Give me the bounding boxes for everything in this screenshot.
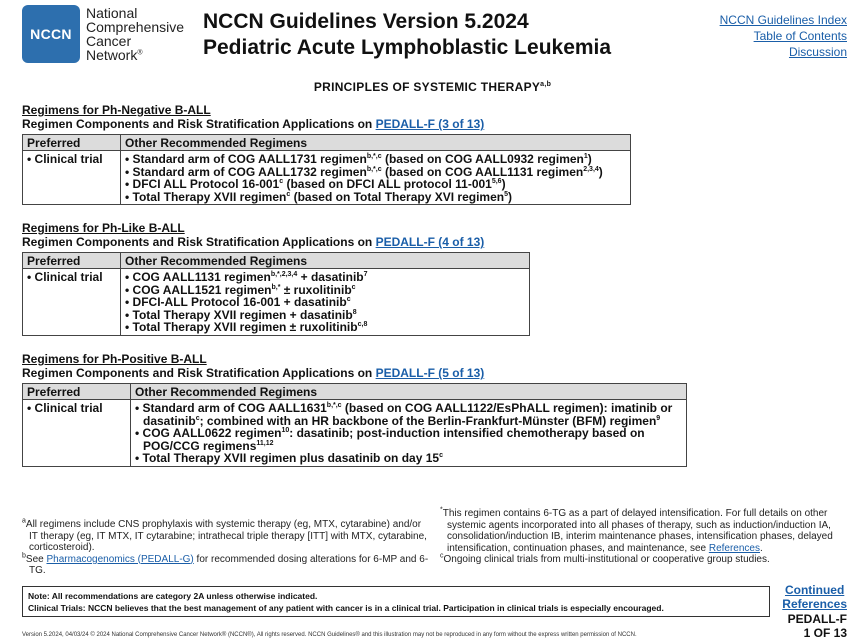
col-other-regimens: Other Recommended Regimens (121, 253, 530, 269)
pedall-f-3-link[interactable]: PEDALL-F (3 of 13) (375, 117, 485, 131)
footnotes-right (440, 508, 840, 566)
list-item: • COG AALL1131 regimen$^{b,*,2,3,4}$ + dasatinib$^7$ (125, 270, 368, 284)
preferred-cell: • Clinical trial (23, 151, 121, 205)
footnote-c: $^c$Ongoing clinical trials from multi-institutional or cooperative group studies. (440, 552, 770, 565)
subheading-text: Regimen Components and Risk Stratification Applications on (22, 235, 376, 249)
list-item: • COG AALL0622 regimen$^{10}$: dasatinib; post-induction intensified chemotherapy based on POG/CCG regimens$^{11,12}$ (135, 426, 645, 453)
copyright-footer: Version 5.2024, 04/03/24 © 2024 National Comprehensive Cancer Network® (NCCN®), All rights reserved. NCCN Guidelines® and this illustration may not be reproduced in any form without the express written permission of NCCN. (22, 632, 637, 638)
list-item: • COG AALL1521 regimen$^{b,*}$ ± ruxolitinib$^c$ (125, 282, 356, 297)
col-preferred: Preferred (23, 135, 121, 151)
note-clinical-trials: Clinical Trials: NCCN believes that the best management of any patient with cancer is in a clinical trial. Participation in clinical trials is especially encouraged. (28, 603, 664, 613)
col-preferred: Preferred (23, 253, 121, 269)
section-subheading (22, 235, 484, 250)
section-heading: Regimens for Ph-Negative B-ALL (22, 103, 211, 117)
col-preferred: Preferred (23, 384, 131, 400)
footnote-a: $^a$All regimens include CNS prophylaxis with systemic therapy (eg, MTX, cytarabine) and/or IT therapy (eg, IT MTX, IT cytarabine; intrathecal triple therapy [ITT] with MTX, cytarabine, corticosteroid). (22, 517, 427, 553)
ph-like-table (22, 252, 530, 336)
section-ph-positive (22, 352, 484, 381)
section-heading: Regimens for Ph-Like B-ALL (22, 221, 185, 235)
col-other-regimens: Other Recommended Regimens (121, 135, 631, 151)
discussion-link[interactable]: Discussion (788, 45, 847, 59)
pharmacogenomics-link[interactable]: Pharmacogenomics (PEDALL-G) (46, 553, 194, 565)
org-line (86, 48, 184, 62)
footnote-star: *This regimen contains 6-TG as a part of delayed intensification. For full details on other systemic agents incorporated into all phases of therapy, such as induction/induction IA, consolidation/induction IB, interim maintenance phases, intensification phases, delayed intensification, continuation phases, and maintenance, see References. (440, 506, 833, 554)
regimens-cell (121, 269, 530, 336)
org-line: National (86, 5, 138, 21)
guidelines-index-link[interactable]: NCCN Guidelines Index (719, 13, 847, 27)
page-code: PEDALL-F (787, 612, 847, 626)
col-other-regimens: Other Recommended Regimens (131, 384, 687, 400)
ph-positive-table (22, 383, 687, 467)
section-ph-like (22, 221, 484, 250)
page-title (0, 80, 865, 94)
section-subheading (22, 366, 484, 381)
list-item: • Total Therapy XVII regimen ± ruxolitinib$^{c,8}$ (125, 320, 368, 334)
note-category: Note: All recommendations are category 2A unless otherwise indicated. (28, 591, 318, 601)
section-heading: Regimens for Ph-Positive B-ALL (22, 352, 207, 366)
list-item: • Total Therapy XVII regimen + dasatinib$^8$ (125, 307, 357, 322)
section-subheading (22, 117, 484, 132)
guideline-version: NCCN Guidelines Version 5.2024 (203, 10, 529, 33)
list-item: • Total Therapy XVII regimen$^c$ (based on Total Therapy XVI regimen$^5$) (125, 189, 512, 204)
nccn-logo (22, 5, 80, 63)
page-title-footnote: a,b (540, 81, 552, 88)
guideline-name: Pediatric Acute Lymphoblastic Leukemia (203, 36, 612, 59)
regimens-cell (121, 151, 631, 205)
list-item: • DFCI ALL Protocol 16-001$^c$ (based on DFCI ALL protocol 11-001$^{5,6}$) (125, 177, 506, 191)
continued-links (782, 583, 847, 611)
list-item: • Total Therapy XVII regimen plus dasatinib on day 15$^c$ (135, 451, 443, 465)
table-of-contents-link[interactable]: Table of Contents (753, 29, 847, 43)
page-title-text: PRINCIPLES OF SYSTEMIC THERAPY (313, 80, 541, 94)
subheading-text: Regimen Components and Risk Stratification Applications on (22, 117, 376, 131)
regimens-cell (131, 400, 687, 467)
pedall-f-4-link[interactable]: PEDALL-F (4 of 13) (375, 235, 485, 249)
list-item: • Standard arm of COG $AALL1631^{b,*,c}$ (based on COG AALL1122/EsPhALL regimen): imatinib or dasatinib$^c$; combined with an HR backbone of the Berlin-Frankfurt-Münster (BFM) regimen$^9$ (135, 401, 673, 428)
org-line: Comprehensive (86, 19, 185, 35)
subheading-text: Regimen Components and Risk Stratification Applications on (22, 366, 376, 380)
note-box (22, 586, 770, 617)
footnote-b: $^b$See Pharmacogenomics (PEDALL-G) for recommended dosing alterations for 6-MP and 6-TG. (22, 552, 429, 576)
pedall-f-5-link[interactable]: PEDALL-F (5 of 13) (375, 366, 485, 380)
page-id (788, 612, 847, 640)
top-nav-links (720, 12, 847, 60)
references-link[interactable]: References (708, 542, 760, 554)
continued-link[interactable]: Continued (784, 583, 845, 597)
org-line-text: Network (86, 47, 138, 63)
section-ph-negative (22, 103, 484, 132)
preferred-cell: • Clinical trial (23, 400, 131, 467)
org-name (86, 6, 184, 62)
list-item: • DFCI-ALL Protocol 16-001 + dasatinib$^c$ (125, 295, 351, 309)
guideline-title (203, 9, 611, 61)
page-number: 1 OF 13 (803, 626, 847, 640)
preferred-cell: • Clinical trial (23, 269, 121, 336)
registered-mark: ® (137, 49, 143, 57)
footnotes-left (22, 519, 432, 577)
list-item: • Standard arm of COG AALL1732 regimen$^{b,*,c}$ (based on COG AALL1131 regimen$^{2,3,4}$) (125, 164, 603, 179)
references-bottom-link[interactable]: References (782, 597, 847, 611)
logo-text: NCCN (30, 26, 72, 42)
org-line: Cancer (86, 33, 132, 49)
list-item: • Standard arm of COG AALL1731 regimen$^{b,*,c}$ (based on COG AALL0932 regimen$^1$) (125, 152, 592, 166)
ph-negative-table (22, 134, 631, 205)
